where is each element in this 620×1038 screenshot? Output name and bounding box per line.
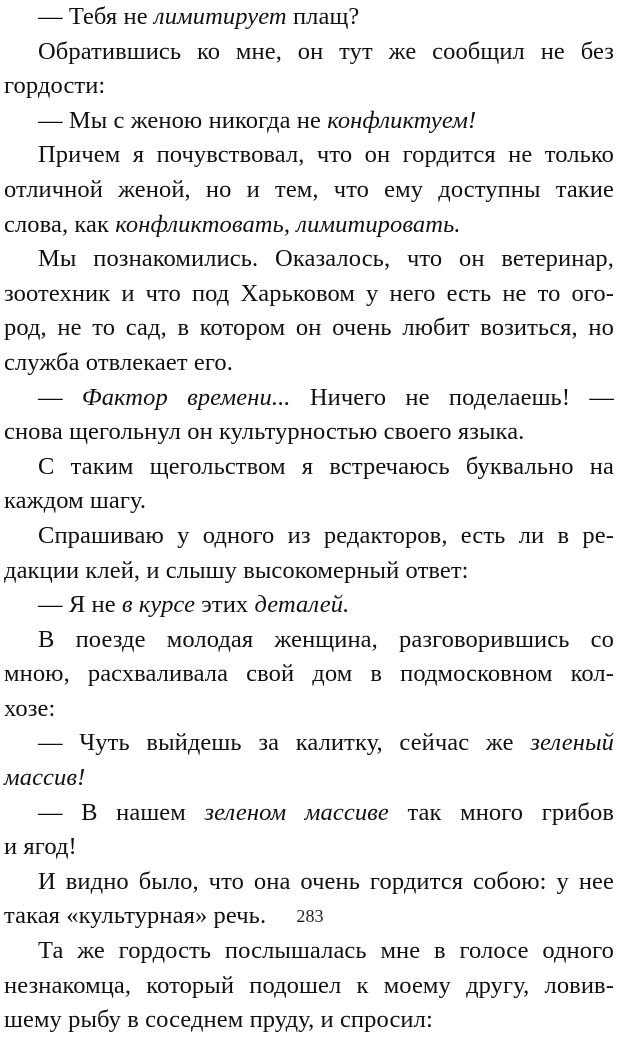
text-segment: Обратившись ко мне, он тут же сообщил не без	[38, 37, 614, 65]
text-line	[4, 623, 614, 658]
text-line	[4, 484, 614, 519]
text-segment: — Мы с женою никогда не	[38, 106, 328, 134]
italic-text: зеленый	[530, 729, 614, 757]
text-segment: Та же гордость послышалась мне в голосе одного	[38, 937, 614, 965]
text-segment: шему рыбу в соседнем пруду, и спросил:	[4, 1006, 433, 1034]
text-segment: отличной женой, но и тем, что ему доступны такие	[4, 175, 614, 203]
text-segment: И видно было, что она очень гордится собою: у нее	[38, 867, 614, 895]
text-segment: гордости:	[4, 72, 106, 100]
text-segment: мною, расхваливала свой дом в подмосковном кол-	[4, 660, 614, 688]
text-segment: —	[38, 383, 82, 411]
italic-text: конфликтуем!	[327, 106, 477, 134]
italic-text: массив!	[4, 764, 86, 792]
text-segment: Спрашиваю у одного из редакторов, есть ли в ре-	[38, 521, 614, 549]
text-segment: зоотехник и что под Харьковом у него есть не то ого-	[4, 279, 614, 307]
text-segment: — В нашем	[38, 798, 205, 826]
text-segment: такая «культурная» речь.	[4, 902, 267, 930]
text-segment: дакции клей, и слышу высокомерный ответ:	[4, 556, 469, 584]
text-line	[4, 104, 614, 139]
text-line	[4, 726, 614, 761]
text-segment: В поезде молодая женщина, разговорившись со	[38, 625, 614, 653]
text-line	[4, 450, 614, 485]
text-segment: — Чуть выйдешь за калитку, сейчас же	[38, 729, 531, 757]
text-segment: — Я не	[38, 591, 122, 619]
italic-text: лимитирует	[153, 3, 287, 30]
italic-text: деталей.	[254, 591, 350, 619]
text-segment: так много грибов	[388, 798, 614, 826]
text-line	[4, 830, 614, 865]
text-segment: Причем я почувствовал, что он гордится не только	[38, 141, 614, 169]
text-segment: слова, как	[4, 210, 116, 238]
text-line	[4, 242, 614, 277]
page-text	[4, 0, 614, 1038]
text-line	[4, 69, 614, 104]
text-line	[4, 0, 614, 35]
text-line	[4, 311, 614, 346]
text-segment: снова щегольнул он культурностью своего языка.	[4, 418, 525, 446]
text-line	[4, 934, 614, 969]
text-segment: — Тебя не	[38, 3, 154, 30]
text-segment: этих	[195, 591, 255, 619]
italic-text: зеленом массиве	[204, 798, 389, 826]
text-segment: хозе:	[4, 694, 56, 722]
text-line	[4, 415, 614, 450]
text-segment: род, не то сад, в котором он очень любит возиться, но	[4, 314, 614, 342]
text-segment: и ягод!	[4, 833, 77, 861]
italic-text: Фактор времени...	[81, 383, 291, 411]
text-line	[4, 1003, 614, 1038]
text-segment: С таким щегольством я встречаюсь буквально на	[38, 452, 614, 480]
italic-text: в курсе	[121, 591, 196, 619]
page-number: 283	[296, 906, 324, 926]
text-line	[4, 796, 614, 831]
text-line	[4, 761, 614, 796]
text-segment: служба отвлекает его.	[4, 348, 233, 376]
text-line	[4, 277, 614, 312]
text-line	[4, 865, 614, 900]
text-segment: Ничего не поделаешь! —	[290, 383, 614, 411]
text-line	[4, 969, 614, 1004]
text-line	[4, 588, 614, 623]
text-segment: плащ?	[286, 3, 360, 30]
text-segment: Мы познакомились. Оказалось, что он ветеринар,	[38, 245, 614, 273]
text-segment: незнакомца, который подошел к моему другу, ловив-	[4, 971, 614, 999]
text-line	[4, 519, 614, 554]
text-line	[4, 138, 614, 173]
text-line	[4, 35, 614, 70]
text-line	[4, 346, 614, 381]
text-line	[4, 692, 614, 727]
text-line	[4, 554, 614, 589]
text-line	[4, 208, 614, 243]
italic-text: конфликтовать, лимитировать.	[115, 210, 461, 238]
text-line	[4, 173, 614, 208]
text-segment: каждом шагу.	[4, 487, 147, 515]
text-line	[4, 657, 614, 692]
text-line	[4, 381, 614, 416]
